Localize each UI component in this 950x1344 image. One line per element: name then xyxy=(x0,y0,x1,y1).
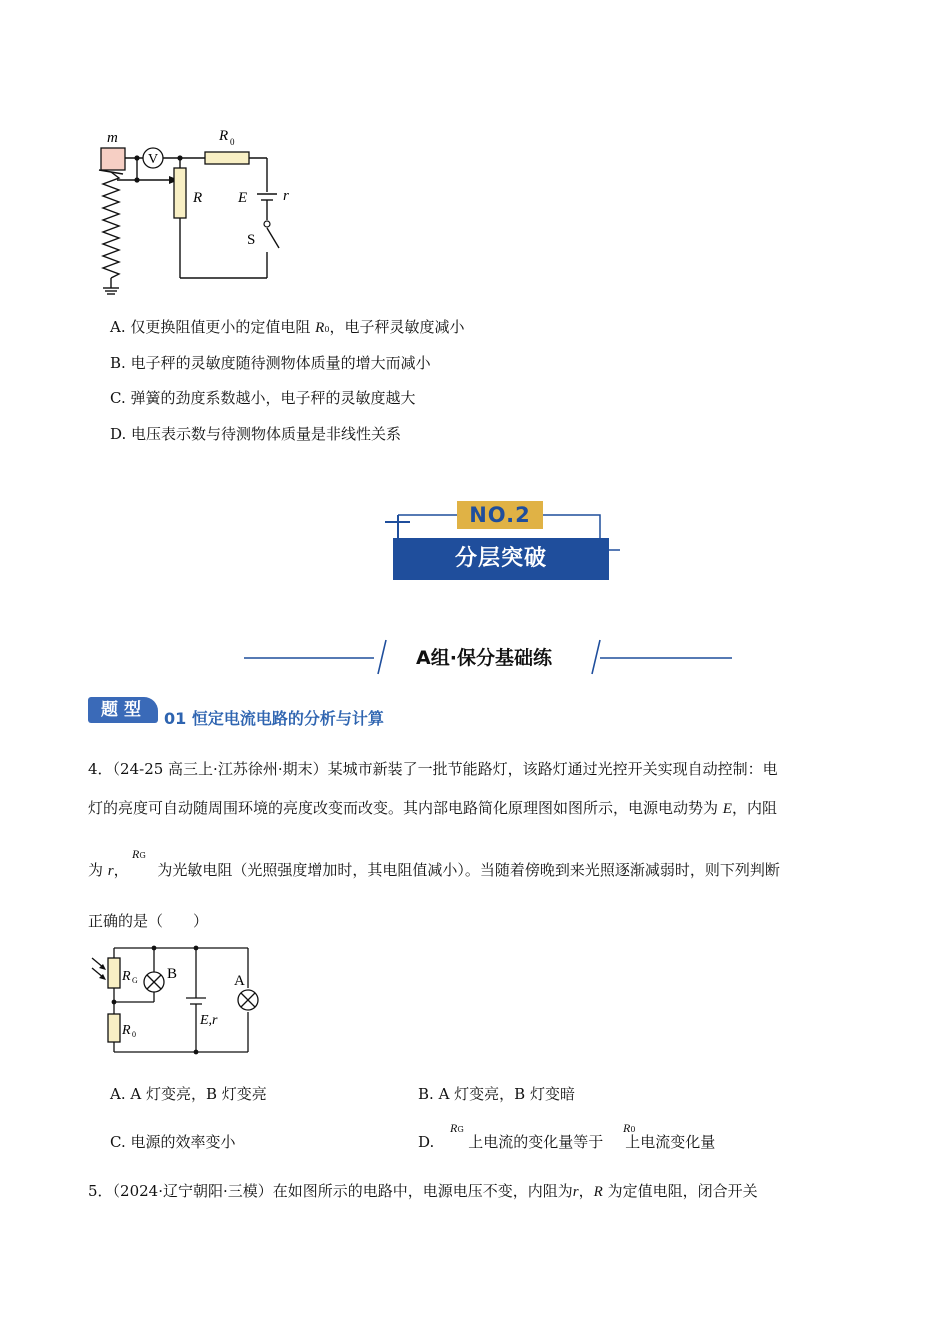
q3-option-a: A. 仅更换阻值更小的定值电阻 R0，电子秤灵敏度减小 xyxy=(110,318,465,336)
q4-option-a: A. A 灯变亮，B 灯变亮 xyxy=(110,1085,267,1103)
svg-text:A: A xyxy=(234,973,245,989)
q4-line-1: 4．（24-25 高三上·江苏徐州·期末）某城市新装了一批节能路灯，该路灯通过光控开关实现自动控制：电 xyxy=(88,760,778,778)
q4-option-c: C. 电源的效率变小 xyxy=(110,1133,236,1151)
svg-text:S: S xyxy=(247,232,256,248)
svg-text:G: G xyxy=(132,976,138,985)
svg-text:r: r xyxy=(283,188,289,204)
svg-text:R: R xyxy=(193,190,203,206)
banner-title: 分层突破 xyxy=(454,546,547,571)
svg-text:E: E xyxy=(238,190,248,206)
svg-text:0: 0 xyxy=(132,1030,136,1039)
mass-block xyxy=(101,148,125,170)
topic-badge-label: 题 型 xyxy=(101,700,141,720)
q3-option-d: D. 电压表示数与待测物体质量是非线性关系 xyxy=(110,425,402,443)
spring xyxy=(103,172,119,278)
q4-line-3: 为 r， 为光敏电阻（光照强度增加时，其电阻值减小）。当随着傍晚到来光照逐渐减弱时，则下列判断 xyxy=(88,861,780,879)
svg-text:m: m xyxy=(107,130,118,146)
lamp-a xyxy=(238,990,258,1010)
svg-text:B: B xyxy=(167,966,178,982)
group-heading: A组·保分基础练 xyxy=(416,647,552,669)
svg-text:R: R xyxy=(122,969,131,984)
lamp-circuit-figure xyxy=(88,940,263,1058)
scale-circuit-figure xyxy=(95,120,305,300)
q3-option-b: B. 电子秤的灵敏度随待测物体质量的增大而减小 xyxy=(110,354,431,372)
svg-text:V: V xyxy=(147,152,159,167)
resistor-r0 xyxy=(108,1014,120,1042)
photoresistor-rg xyxy=(108,958,120,988)
q4-option-b: B. A 灯变亮，B 灯变暗 xyxy=(418,1085,575,1103)
q4-option-d-r0: R0 xyxy=(623,1121,636,1135)
q3-option-c: C. 弹簧的劲度系数越小，电子秤的灵敏度越大 xyxy=(110,389,416,407)
svg-text:R: R xyxy=(219,128,229,144)
q4-option-d-rg: RG xyxy=(450,1121,464,1135)
resistor-r0 xyxy=(205,152,249,164)
q4-line-2: 灯的亮度可自动随周围环境的亮度改变而改变。其内部电路简化原理图如图所示，电源电动势为 E，内阻 xyxy=(88,799,777,817)
q5-line-1: 5．（2024·辽宁朝阳·三模）在如图所示的电路中，电源电压不变，内阻为r，R 为定值电阻，闭合开关 xyxy=(88,1182,758,1200)
banner-tag: NO.2 xyxy=(469,503,531,527)
svg-text:E,r: E,r xyxy=(200,1013,218,1028)
lamp-b xyxy=(144,972,164,992)
rheostat-r xyxy=(174,168,186,218)
topic-title: 01 恒定电流电路的分析与计算 xyxy=(164,709,384,728)
q4-line-4: 正确的是（ ） xyxy=(88,912,209,930)
q4-option-d: D. 上电流的变化量等于 上电流变化量 xyxy=(418,1133,716,1151)
svg-text:R: R xyxy=(122,1023,131,1038)
svg-text:0: 0 xyxy=(230,137,235,147)
q4-rg-symbol: RG xyxy=(132,847,146,861)
